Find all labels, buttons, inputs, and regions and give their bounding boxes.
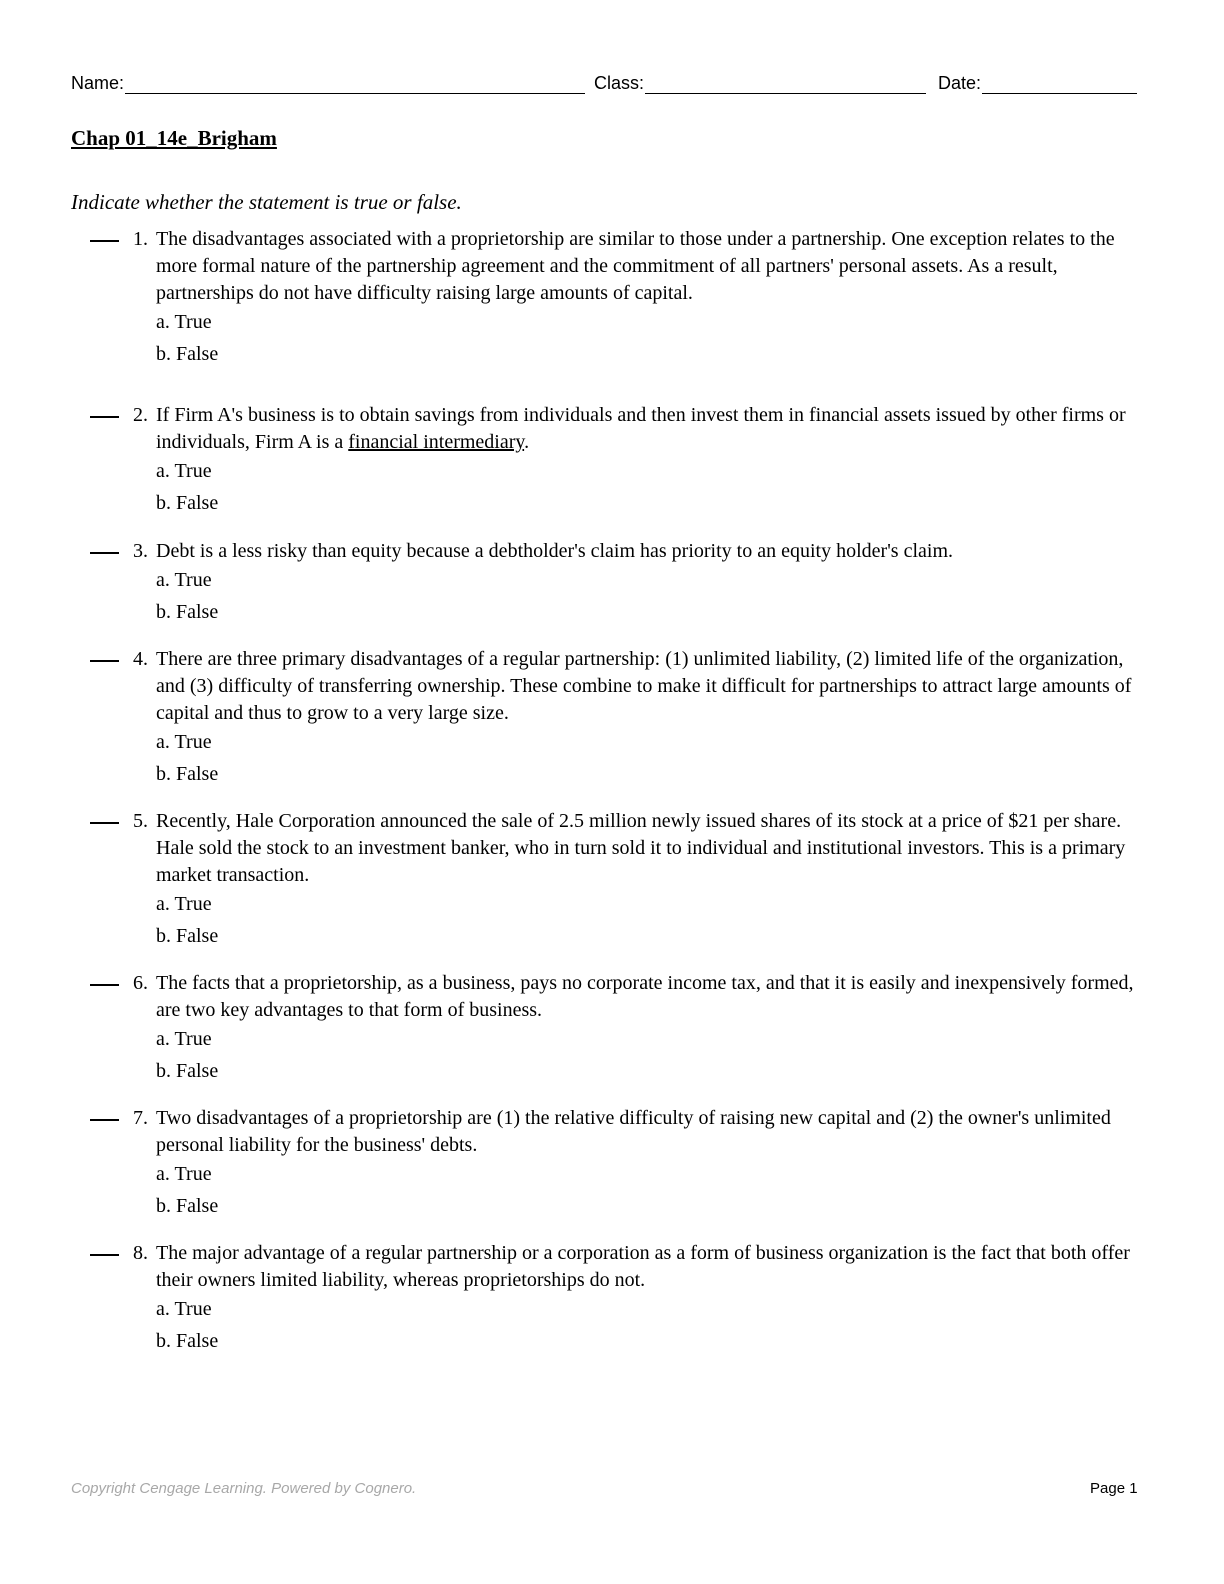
question-number: 7. [133, 1107, 148, 1129]
class-label: Class: [594, 73, 645, 93]
question-text: Two disadvantages of a proprietorship are (1) the relative difficulty of raising new capital and (2) the owner's unlimited personal liability for the business' debts. [156, 1107, 1111, 1156]
option-false: b. False [156, 1060, 219, 1082]
answer-blank[interactable] [90, 240, 119, 242]
name-label: Name: [71, 73, 125, 93]
date-label: Date: [938, 73, 982, 93]
answer-blank[interactable] [90, 660, 119, 662]
option-true: a. True [156, 1163, 212, 1185]
name-line[interactable] [125, 72, 585, 94]
class-line[interactable] [645, 72, 926, 94]
option-true: a. True [156, 311, 212, 333]
option-false: b. False [156, 492, 219, 514]
option-true: a. True [156, 731, 212, 753]
question-number: 6. [133, 972, 148, 994]
question-number: 5. [133, 810, 148, 832]
option-true: a. True [156, 893, 212, 915]
question-text: If Firm A's business is to obtain savings from individuals and then invest them in financial assets issued by other firms or individuals, Firm A is a financial intermediary. [156, 404, 1126, 453]
option-false: b. False [156, 343, 219, 365]
answer-blank[interactable] [90, 822, 119, 824]
page-number: Page 1 [1090, 1480, 1138, 1497]
question-text: The major advantage of a regular partnership or a corporation as a form of business organization is the fact that both offer their owners limited liability, whereas proprietorships do not. [156, 1242, 1130, 1291]
question-number: 3. [133, 540, 148, 562]
class-field [594, 72, 926, 94]
question-number: 8. [133, 1242, 148, 1264]
option-true: a. True [156, 460, 212, 482]
question-number: 4. [133, 648, 148, 670]
instructions: Indicate whether the statement is true or false. [71, 190, 462, 214]
option-true: a. True [156, 1298, 212, 1320]
answer-blank[interactable] [90, 552, 119, 554]
answer-blank[interactable] [90, 1119, 119, 1121]
question-number: 1. [133, 228, 148, 250]
document-title: Chap 01_14e_Brigham [71, 126, 277, 150]
question-text: There are three primary disadvantages of a regular partnership: (1) unlimited liability, (2) limited life of the organization, and (3) difficulty of transferring ownership. These combine to make it difficult for partnerships to attract large amounts of capital and thus to grow to a very large size. [156, 648, 1132, 724]
question-text: The disadvantages associated with a proprietorship are similar to those under a partnership. One exception relates to the more formal nature of the partnership agreement and the commitment of all partners' personal assets. As a result, partnerships do not have difficulty raising large amounts of capital. [156, 228, 1115, 304]
student-info-header [71, 72, 1141, 98]
option-false: b. False [156, 925, 219, 947]
answer-blank[interactable] [90, 984, 119, 986]
option-false: b. False [156, 763, 219, 785]
question-text: Debt is a less risky than equity because a debtholder's claim has priority to an equity holder's claim. [156, 540, 954, 562]
question-text: Recently, Hale Corporation announced the sale of 2.5 million newly issued shares of its stock at a price of $21 per share. Hale sold the stock to an investment banker, who in turn sold it to individual and institutional investors. This is a primary market transaction. [156, 810, 1126, 886]
date-line[interactable] [982, 72, 1137, 94]
option-false: b. False [156, 1195, 219, 1217]
underlined-term: financial intermediary [348, 431, 525, 453]
question-number: 2. [133, 404, 148, 426]
name-field [71, 72, 585, 94]
option-true: a. True [156, 1028, 212, 1050]
option-false: b. False [156, 601, 219, 623]
option-false: b. False [156, 1330, 219, 1352]
date-field [938, 72, 1137, 94]
option-true: a. True [156, 569, 212, 591]
copyright-footer: Copyright Cengage Learning. Powered by Cognero. [71, 1480, 417, 1497]
answer-blank[interactable] [90, 1254, 119, 1256]
question-text: The facts that a proprietorship, as a business, pays no corporate income tax, and that it is easily and inexpensively formed, are two key advantages to that form of business. [156, 972, 1134, 1021]
answer-blank[interactable] [90, 416, 119, 418]
